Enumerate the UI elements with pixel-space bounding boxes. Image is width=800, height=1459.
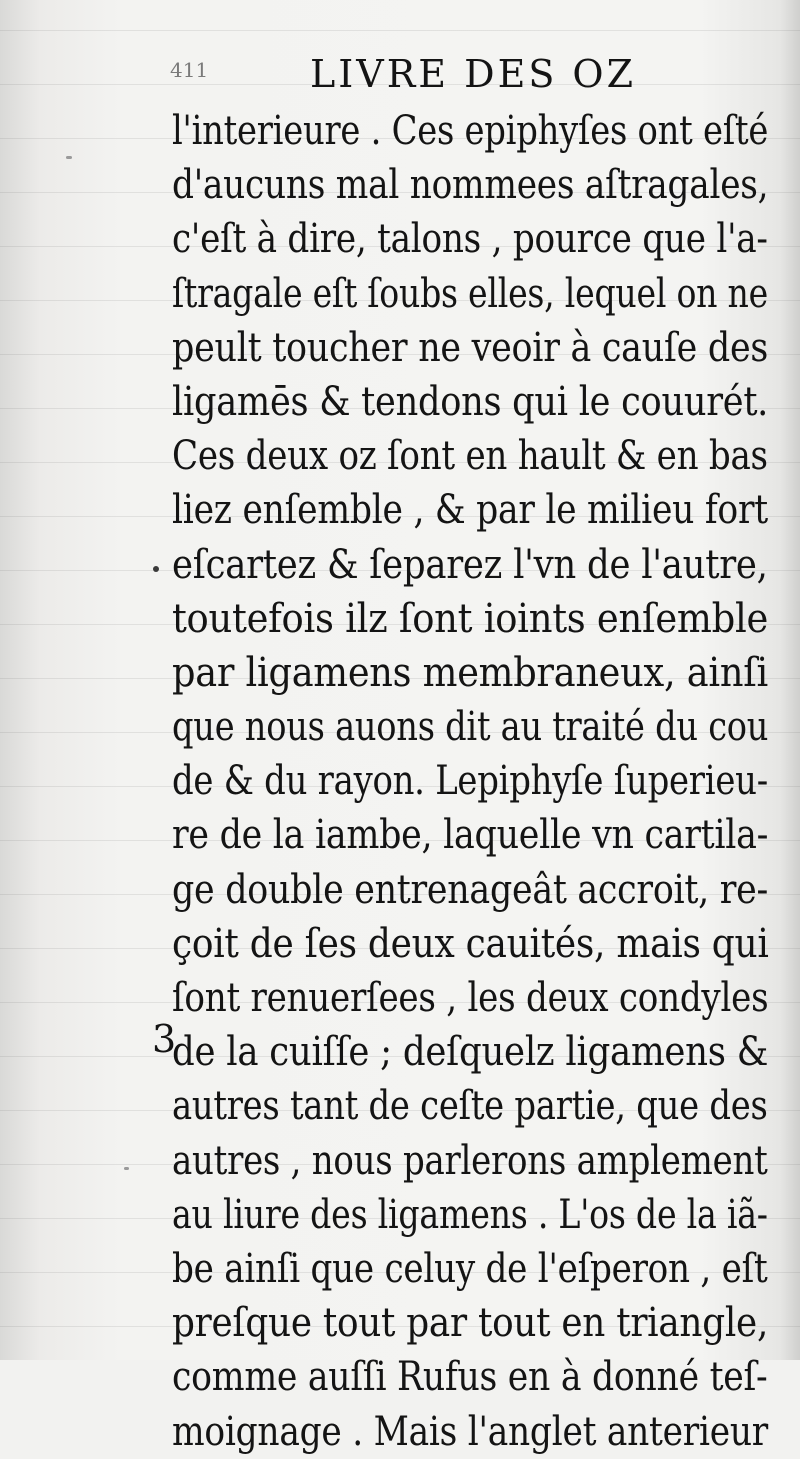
marginal-note-number: 3 <box>152 1017 177 1061</box>
text-line: çoit de ſes deux cauités, mais qui <box>172 920 769 967</box>
body-text <box>172 104 772 1459</box>
text-line: peult toucher ne veoir à cauſe des <box>172 324 769 371</box>
text-line: comme auſſi Rufus en à donné teſ- <box>172 1354 768 1401</box>
text-line: que nous auons dit au traité du cou <box>172 704 769 751</box>
text-line: ſont renuerſees , les deux condyles <box>172 975 769 1021</box>
text-line: toutefois ilz ſont ioints enſemble <box>172 595 769 642</box>
text-line: moignage . Mais l'anglet anterieur <box>172 1408 768 1455</box>
text-line: liez enſemble , & par le milieu fort <box>172 487 768 534</box>
text-line: par ligamens membraneux, ainſi <box>172 649 768 696</box>
text-line: autres tant de ceſte partie, que des <box>172 1083 768 1130</box>
text-line: autres , nous parlerons amplement <box>172 1137 768 1184</box>
text-line: preſque tout par tout en triangle, <box>172 1300 769 1347</box>
text-line: au liure des ligamens . L'os de la iã- <box>172 1191 768 1238</box>
page-number: 411 <box>170 58 209 82</box>
ink-speck <box>153 566 159 572</box>
text-line: c'eſt à dire, talons , pource que l'a- <box>172 216 768 263</box>
text-line: de & du rayon. Lepiphyſe ſuperieu- <box>172 758 768 805</box>
running-title: LIVRE DES OZ <box>310 52 636 96</box>
text-line: be ainſi que celuy de l'eſperon , eſt <box>172 1245 768 1292</box>
text-line: de la cuiſſe ; deſquelz ligamens & <box>172 1029 769 1076</box>
text-line: ge double entrenageât accroit, re- <box>172 866 769 913</box>
text-line: ligamēs & tendons qui le couurét. <box>172 378 769 425</box>
text-line: eſcartez & ſeparez l'vn de l'autre, <box>172 541 768 588</box>
text-line: l'interieure . Ces epiphyſes ont eſté <box>172 108 769 154</box>
text-line: re de la iambe, laquelle vn cartila- <box>172 812 769 859</box>
text-line: ſtragale eſt ſoubs elles, lequel on ne <box>172 270 768 317</box>
text-line: d'aucuns mal nommees aſtragales, <box>172 162 769 209</box>
ink-speck <box>66 156 72 159</box>
ink-speck <box>124 1167 129 1170</box>
text-line: Ces deux oz ſont en hault & en bas <box>172 433 768 480</box>
running-head <box>170 48 770 108</box>
